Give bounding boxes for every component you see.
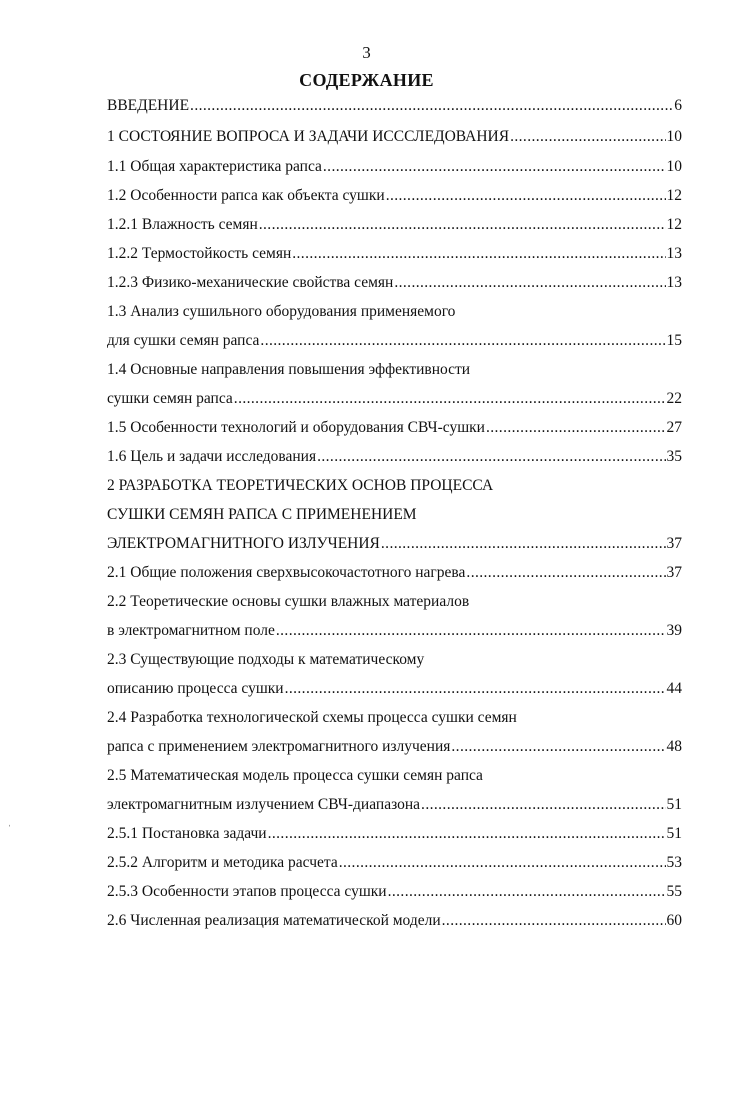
toc-entry-1-2-3[interactable]: [107, 273, 682, 293]
toc-entry-text: 1.4 Основные направления повышения эффективности: [107, 361, 471, 378]
toc-entry-text: 2.4 Разработка технологической схемы процесса сушки семян: [107, 709, 517, 726]
toc-entry-text: СУШКИ СЕМЯН РАПСА С ПРИМЕНЕНИЕМ: [107, 506, 417, 523]
toc-entry-text: 1.1 Общая характеристика рапса: [107, 158, 322, 175]
toc-entry-text: 2.3 Существующие подходы к математическому: [107, 651, 425, 668]
toc-leader-dots: [190, 96, 673, 116]
toc-entry-2-3-line1[interactable]: [107, 650, 682, 670]
toc-entry-text: 1 СОСТОЯНИЕ ВОПРОСА И ЗАДАЧИ ИСССЛЕДОВАНИЯ: [107, 128, 510, 145]
toc-entry-page: 12: [666, 187, 682, 204]
toc-entry-text: 2.5 Математическая модель процесса сушки семян рапса: [107, 767, 483, 784]
toc-entry-page: 48: [666, 738, 682, 755]
toc-entry-page: 12: [666, 216, 682, 233]
toc-leader-dots: [317, 447, 665, 467]
toc-entry-1-3-line1[interactable]: [107, 302, 682, 322]
toc-entry-2-2-line2[interactable]: [107, 621, 682, 641]
toc-entry-text: 2.5.2 Алгоритм и методика расчета: [107, 854, 338, 871]
toc-entry-2-6[interactable]: [107, 911, 682, 931]
toc-entry-page: 27: [666, 419, 682, 436]
toc-leader-dots: [339, 853, 666, 873]
toc-entry-text: 2.2 Теоретические основы сушки влажных материалов: [107, 593, 470, 610]
toc-entry-page: 53: [666, 854, 682, 871]
toc-entry-page: 60: [666, 912, 682, 929]
toc-leader-dots: [285, 679, 666, 699]
toc-entry-1-2-2[interactable]: [107, 244, 682, 264]
toc-entry-2-4-line1[interactable]: [107, 708, 682, 728]
toc-leader-dots: [486, 418, 666, 438]
toc-entry-page: 10: [666, 128, 682, 145]
toc-leader-dots: [323, 157, 666, 177]
toc-entry-page: 37: [666, 535, 682, 552]
toc-entry-page: 13: [666, 245, 682, 262]
toc-leader-dots: [421, 795, 665, 815]
toc-entry-2-4-line2[interactable]: [107, 737, 682, 757]
toc-entry-page: 44: [666, 680, 682, 697]
page-number: 3: [362, 43, 371, 62]
toc-entry-2-2-line1[interactable]: [107, 592, 682, 612]
toc-entry-text: 1.2 Особенности рапса как объекта сушки: [107, 187, 385, 204]
toc-entry-ch1[interactable]: [107, 127, 682, 147]
toc-entry-text: 1.2.3 Физико-механические свойства семян: [107, 274, 394, 291]
toc-entry-page: 35: [666, 448, 682, 465]
toc-entry-1-3-line2[interactable]: [107, 331, 682, 351]
toc-entry-ch2-line3[interactable]: [107, 534, 682, 554]
toc-entry-1-6[interactable]: [107, 447, 682, 467]
toc-entry-text: 2.5.3 Особенности этапов процесса сушки: [107, 883, 387, 900]
toc-leader-dots: [388, 882, 666, 902]
toc-leader-dots: [292, 244, 665, 264]
toc-entry-ch2-line2[interactable]: [107, 505, 682, 525]
toc-entry-page: 22: [666, 390, 682, 407]
toc-entry-text: рапса с применением электромагнитного излучения: [107, 738, 451, 755]
toc-entry-1-4-line1[interactable]: [107, 360, 682, 380]
toc-entry-ch2-line1[interactable]: [107, 476, 682, 496]
toc-entry-text: в электромагнитном поле: [107, 622, 275, 639]
toc-entry-text: 1.3 Анализ сушильного оборудования применяемого: [107, 303, 456, 320]
toc-entry-page: 6: [674, 97, 682, 114]
toc-entry-2-5-3[interactable]: [107, 882, 682, 902]
toc-leader-dots: [234, 389, 666, 409]
toc-entry-text: 2.6 Численная реализация математической модели: [107, 912, 441, 929]
toc-entry-text: для сушки семян рапса: [107, 332, 260, 349]
toc-entry-page: 51: [666, 796, 682, 813]
toc-entry-1-4-line2[interactable]: [107, 389, 682, 409]
toc-leader-dots: [510, 127, 665, 147]
toc-entry-1-2-1[interactable]: [107, 215, 682, 235]
toc-leader-dots: [259, 215, 666, 235]
toc-entry-page: 15: [666, 332, 682, 349]
toc-entry-text: 1.2.2 Термостойкость семян: [107, 245, 292, 262]
toc-entry-2-5-line2[interactable]: [107, 795, 682, 815]
toc-entry-2-5-line1[interactable]: [107, 766, 682, 786]
toc-entry-1-2[interactable]: [107, 186, 682, 206]
toc-leader-dots: [260, 331, 665, 351]
page-title: СОДЕРЖАНИЕ: [299, 70, 434, 90]
toc-leader-dots: [386, 186, 666, 206]
toc-entry-text: 1.5 Особенности технологий и оборудования СВЧ-сушки: [107, 419, 485, 436]
toc-leader-dots: [451, 737, 665, 757]
toc-entry-text: 2 РАЗРАБОТКА ТЕОРЕТИЧЕСКИХ ОСНОВ ПРОЦЕССА: [107, 477, 494, 494]
toc-entry-1-5[interactable]: [107, 418, 682, 438]
toc-leader-dots: [394, 273, 665, 293]
toc-entry-text: 1.2.1 Влажность семян: [107, 216, 258, 233]
toc-entry-2-5-2[interactable]: [107, 853, 682, 873]
toc-entry-intro[interactable]: [107, 96, 682, 116]
toc-entry-text: электромагнитным излучением СВЧ-диапазона: [107, 796, 421, 813]
toc-entry-text: ЭЛЕКТРОМАГНИТНОГО ИЗЛУЧЕНИЯ: [107, 535, 380, 552]
toc-leader-dots: [276, 621, 666, 641]
toc-entry-text: сушки семян рапса: [107, 390, 233, 407]
toc-entry-page: 39: [666, 622, 682, 639]
toc-leader-dots: [268, 824, 666, 844]
toc-leader-dots: [381, 534, 666, 554]
toc-entry-page: 10: [666, 158, 682, 175]
toc-entry-2-1[interactable]: [107, 563, 682, 583]
toc-entry-page: 37: [666, 564, 682, 581]
toc-entry-text: ВВЕДЕНИЕ: [107, 97, 190, 114]
scan-artifact-mark: ˌ: [8, 816, 12, 827]
toc-leader-dots: [466, 563, 665, 583]
toc-entry-2-3-line2[interactable]: [107, 679, 682, 699]
toc-leader-dots: [442, 911, 666, 931]
toc-entry-page: 13: [666, 274, 682, 291]
toc-entry-2-5-1[interactable]: [107, 824, 682, 844]
toc-entry-page: 55: [666, 883, 682, 900]
toc-entry-1-1[interactable]: [107, 157, 682, 177]
toc-entry-page: 51: [666, 825, 682, 842]
toc-entry-text: описанию процесса сушки: [107, 680, 284, 697]
toc-entry-text: 2.5.1 Постановка задачи: [107, 825, 267, 842]
toc-entry-text: 2.1 Общие положения сверхвысокочастотного нагрева: [107, 564, 466, 581]
toc-entry-text: 1.6 Цель и задачи исследования: [107, 448, 317, 465]
